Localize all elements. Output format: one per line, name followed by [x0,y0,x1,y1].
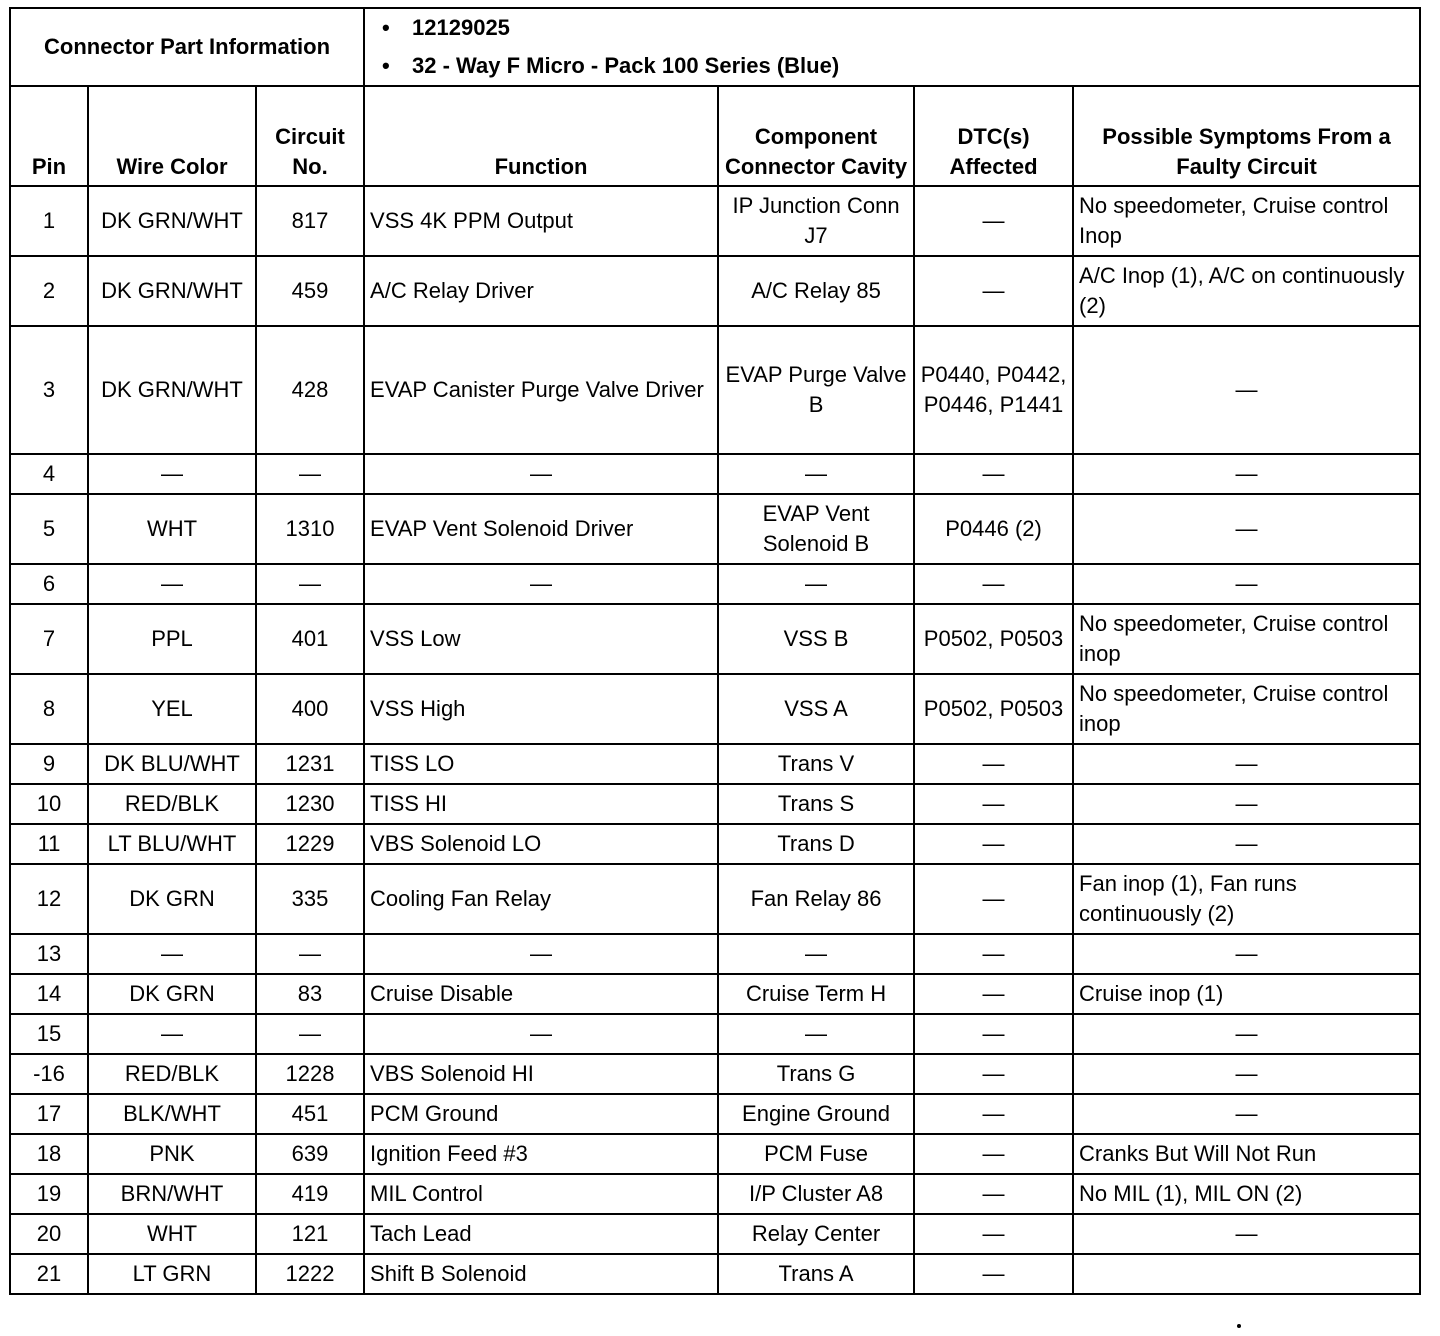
bullet-connector-type [370,47,1414,85]
col-header-pin: Pin [10,86,88,186]
cell-cavity: Trans S [718,784,914,824]
cell-dtc: P0502, P0503 [914,604,1073,674]
col-header-circuit: Circuit No. [256,86,364,186]
table-row [10,564,1420,604]
cell-function: VSS 4K PPM Output [364,186,718,256]
table-row [10,1174,1420,1214]
table-row [10,1134,1420,1174]
cell-pin: 17 [10,1094,88,1134]
cell-cavity: Engine Ground [718,1094,914,1134]
cell-function: Ignition Feed #3 [364,1134,718,1174]
cell-dtc: — [914,864,1073,934]
table-row [10,864,1420,934]
column-header-row [10,86,1420,186]
cell-symptoms: — [1073,744,1420,784]
cell-circuit: 1228 [256,1054,364,1094]
cell-symptoms [1073,1254,1420,1294]
cell-function: VBS Solenoid LO [364,824,718,864]
table-row [10,744,1420,784]
cell-dtc: — [914,1014,1073,1054]
table-row [10,1054,1420,1094]
cell-wire-color: DK GRN [88,864,256,934]
cell-cavity: Trans V [718,744,914,784]
cell-function: Cruise Disable [364,974,718,1014]
table-row [10,604,1420,674]
cell-circuit: 1230 [256,784,364,824]
cell-function: PCM Ground [364,1094,718,1134]
cell-function: VBS Solenoid HI [364,1054,718,1094]
cell-wire-color: PPL [88,604,256,674]
cell-function: — [364,564,718,604]
cell-function: Shift B Solenoid [364,1254,718,1294]
cell-symptoms: — [1073,1094,1420,1134]
cell-symptoms: Cruise inop (1) [1073,974,1420,1014]
cell-circuit: 639 [256,1134,364,1174]
cell-dtc: — [914,1054,1073,1094]
cell-dtc: — [914,934,1073,974]
bullet-dot: • [382,53,390,78]
cell-cavity: PCM Fuse [718,1134,914,1174]
cell-pin: 3 [10,326,88,454]
bullet-dot: • [382,15,390,40]
cell-wire-color: DK GRN/WHT [88,326,256,454]
cell-pin: 7 [10,604,88,674]
cell-circuit: — [256,1014,364,1054]
cell-pin: -16 [10,1054,88,1094]
table-row [10,784,1420,824]
cell-cavity: Trans G [718,1054,914,1094]
cell-function: MIL Control [364,1174,718,1214]
cell-function: A/C Relay Driver [364,256,718,326]
cell-circuit: 335 [256,864,364,934]
cell-function: TISS HI [364,784,718,824]
cell-symptoms: Fan inop (1), Fan runs continuously (2) [1073,864,1420,934]
cell-symptoms: No speedometer, Cruise control inop [1073,604,1420,674]
cell-dtc: P0446 (2) [914,494,1073,564]
cell-wire-color: LT BLU/WHT [88,824,256,864]
cell-symptoms: — [1073,326,1420,454]
cell-wire-color: RED/BLK [88,784,256,824]
cell-wire-color: DK GRN [88,974,256,1014]
cell-circuit: 1222 [256,1254,364,1294]
cell-wire-color: DK GRN/WHT [88,186,256,256]
cell-cavity: Trans D [718,824,914,864]
connector-info-row [10,8,1420,86]
col-header-wire-color: Wire Color [88,86,256,186]
cell-cavity: — [718,564,914,604]
cell-wire-color: DK BLU/WHT [88,744,256,784]
cell-cavity: A/C Relay 85 [718,256,914,326]
cell-cavity: Cruise Term H [718,974,914,1014]
cell-circuit: 121 [256,1214,364,1254]
table-row [10,1214,1420,1254]
cell-circuit: 451 [256,1094,364,1134]
cell-cavity: Fan Relay 86 [718,864,914,934]
table-row [10,494,1420,564]
cell-cavity: EVAP Purge Valve B [718,326,914,454]
cell-pin: 20 [10,1214,88,1254]
connector-info-label: Connector Part Information [10,8,364,86]
cell-dtc: — [914,974,1073,1014]
cell-dtc: — [914,1134,1073,1174]
cell-circuit: 1229 [256,824,364,864]
cell-dtc: P0502, P0503 [914,674,1073,744]
cell-cavity: — [718,934,914,974]
cell-dtc: — [914,1254,1073,1294]
cell-dtc: — [914,454,1073,494]
cell-dtc: — [914,744,1073,784]
cell-pin: 4 [10,454,88,494]
table-row [10,974,1420,1014]
connector-table-container [9,7,1419,1295]
cell-function: EVAP Vent Solenoid Driver [364,494,718,564]
cell-pin: 13 [10,934,88,974]
cell-pin: 21 [10,1254,88,1294]
cell-symptoms: — [1073,1014,1420,1054]
cell-dtc: — [914,1094,1073,1134]
cell-pin: 18 [10,1134,88,1174]
table-row [10,1014,1420,1054]
col-header-cavity: Component Connector Cavity [718,86,914,186]
table-row [10,674,1420,744]
table-row [10,824,1420,864]
stray-dot [1237,1324,1241,1328]
cell-pin: 9 [10,744,88,784]
cell-circuit: 83 [256,974,364,1014]
cell-wire-color: RED/BLK [88,1054,256,1094]
cell-circuit: 419 [256,1174,364,1214]
connector-info-bullets [364,8,1420,86]
cell-function: EVAP Canister Purge Valve Driver [364,326,718,454]
cell-function: — [364,454,718,494]
cell-function: — [364,1014,718,1054]
table-row [10,1254,1420,1294]
cell-symptoms: — [1073,564,1420,604]
cell-function: Tach Lead [364,1214,718,1254]
cell-symptoms: No speedometer, Cruise control inop [1073,674,1420,744]
cell-circuit: 817 [256,186,364,256]
table-row [10,454,1420,494]
cell-dtc: — [914,784,1073,824]
cell-cavity: IP Junction Conn J7 [718,186,914,256]
cell-pin: 10 [10,784,88,824]
cell-dtc: — [914,564,1073,604]
cell-dtc: — [914,824,1073,864]
cell-wire-color: — [88,564,256,604]
cell-circuit: 1310 [256,494,364,564]
cell-pin: 1 [10,186,88,256]
cell-cavity: VSS A [718,674,914,744]
cell-circuit: — [256,934,364,974]
col-header-function: Function [364,86,718,186]
col-header-dtc: DTC(s) Affected [914,86,1073,186]
cell-symptoms: — [1073,824,1420,864]
cell-circuit: — [256,564,364,604]
cell-dtc: — [914,1174,1073,1214]
cell-wire-color: — [88,1014,256,1054]
cell-pin: 14 [10,974,88,1014]
cell-wire-color: BLK/WHT [88,1094,256,1134]
cell-symptoms: No MIL (1), MIL ON (2) [1073,1174,1420,1214]
cell-wire-color: WHT [88,1214,256,1254]
connector-pinout-table [9,7,1421,1295]
table-row [10,186,1420,256]
cell-pin: 5 [10,494,88,564]
cell-dtc: P0440, P0442, P0446, P1441 [914,326,1073,454]
cell-circuit: 1231 [256,744,364,784]
cell-pin: 19 [10,1174,88,1214]
cell-symptoms: — [1073,1214,1420,1254]
cell-pin: 11 [10,824,88,864]
cell-wire-color: LT GRN [88,1254,256,1294]
cell-pin: 6 [10,564,88,604]
cell-function: — [364,934,718,974]
cell-cavity: Relay Center [718,1214,914,1254]
col-header-symptoms: Possible Symptoms From a Faulty Circuit [1073,86,1420,186]
cell-pin: 12 [10,864,88,934]
cell-symptoms: — [1073,934,1420,974]
cell-circuit: 459 [256,256,364,326]
cell-symptoms: Cranks But Will Not Run [1073,1134,1420,1174]
cell-symptoms: — [1073,494,1420,564]
cell-circuit: 401 [256,604,364,674]
cell-dtc: — [914,1214,1073,1254]
cell-function: VSS High [364,674,718,744]
cell-function: TISS LO [364,744,718,784]
cell-symptoms: — [1073,1054,1420,1094]
cell-wire-color: DK GRN/WHT [88,256,256,326]
cell-pin: 2 [10,256,88,326]
cell-wire-color: — [88,454,256,494]
table-row [10,326,1420,454]
cell-wire-color: PNK [88,1134,256,1174]
cell-symptoms: — [1073,454,1420,494]
cell-cavity: — [718,454,914,494]
cell-cavity: Trans A [718,1254,914,1294]
cell-cavity: EVAP Vent Solenoid B [718,494,914,564]
cell-function: VSS Low [364,604,718,674]
cell-circuit: 428 [256,326,364,454]
cell-dtc: — [914,256,1073,326]
connector-type: 32 - Way F Micro - Pack 100 Series (Blue) [412,53,840,78]
table-row [10,934,1420,974]
bullet-part-number [370,9,1414,47]
table-row [10,256,1420,326]
cell-wire-color: WHT [88,494,256,564]
cell-cavity: — [718,1014,914,1054]
cell-pin: 15 [10,1014,88,1054]
cell-circuit: 400 [256,674,364,744]
cell-cavity: VSS B [718,604,914,674]
cell-function: Cooling Fan Relay [364,864,718,934]
cell-wire-color: — [88,934,256,974]
cell-pin: 8 [10,674,88,744]
cell-circuit: — [256,454,364,494]
pinout-rows [10,186,1420,1294]
cell-cavity: I/P Cluster A8 [718,1174,914,1214]
part-number: 12129025 [412,15,510,40]
cell-symptoms: No speedometer, Cruise control Inop [1073,186,1420,256]
cell-wire-color: YEL [88,674,256,744]
cell-symptoms: A/C Inop (1), A/C on continuously (2) [1073,256,1420,326]
cell-wire-color: BRN/WHT [88,1174,256,1214]
cell-symptoms: — [1073,784,1420,824]
cell-dtc: — [914,186,1073,256]
table-row [10,1094,1420,1134]
